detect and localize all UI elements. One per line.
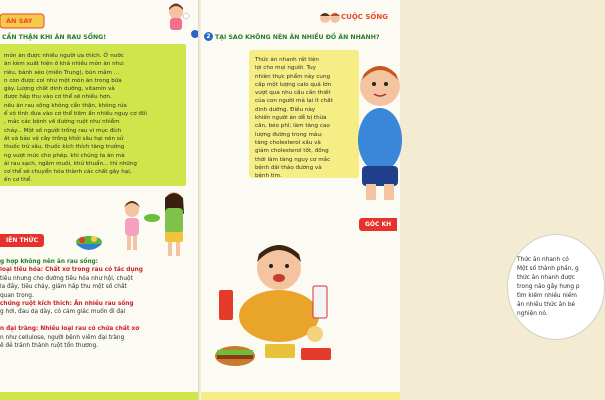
text-line: Thức ăn nhanh rất tiện <box>255 57 319 63</box>
text-line: Một số thành phần, g <box>517 266 579 272</box>
list-line: chứng ruột kích thích: Ăn nhiều rau sống <box>0 301 134 308</box>
list-line: ế đẻ tránh thành ruột tổn thương. <box>0 343 99 350</box>
knowledge-ribbon: IÊN THỨC <box>0 234 44 247</box>
left-page <box>0 0 200 400</box>
section-title: TẠI SAO KHÔNG NÊN ĂN NHIỀU ĐỒ ĂN NHANH? <box>215 34 380 41</box>
header-logo-text: CUỘC SỐNG <box>341 13 388 21</box>
text-line: ể vô tình đưa vào cơ thể tiềm ẩn nhiều nguy cơ đối <box>4 111 147 118</box>
text-line: nhiên thực phẩm này cung <box>255 73 331 80</box>
text-line: nếu ăn rau sống không cẩn thận, không rửa <box>4 102 127 109</box>
text-line: ải rau sạch, ngâm muối, khử khuẩn... thì những <box>4 160 137 167</box>
text-line: ến cơ thể. <box>4 177 32 184</box>
text-line: cân, béo phì; làm tăng cao <box>255 123 330 130</box>
salad-bowl-icon <box>74 232 104 254</box>
text-line: riêu, bánh xèo (miền Trung), bún mắm ... <box>4 69 120 76</box>
text-line: thuốc trừ sâu, thuốc kích thích tăng trưởng <box>4 144 125 151</box>
girl-eating-illustration <box>164 2 192 34</box>
text-line: nghiện nó. <box>517 311 548 317</box>
text-line: món ăn được nhiều người ưa thích. Ở nước <box>4 53 124 59</box>
list-line: g hợp không nên ăn rau sống: <box>0 259 98 265</box>
bottom-strip <box>201 392 400 400</box>
section-title: CẦN THẬN KHI ĂN RAU SỐNG! <box>2 34 107 41</box>
text-line: thời làm tăng nguy cơ mắc <box>255 156 331 163</box>
list-line <box>0 317 180 325</box>
list-line: g hơi, đau dạ dày, có cảm giác muốn đi đại <box>0 309 126 316</box>
text-line: bệnh tim. <box>255 173 282 180</box>
text-line: lượng đường trong máu; <box>255 131 323 138</box>
text-line: tìm kiếm nhiều niềm <box>517 293 577 299</box>
text-line: cấp một lượng calo quá lớn <box>255 81 332 88</box>
bubble-text <box>517 256 601 319</box>
right-page <box>201 0 580 400</box>
kids-faces-icon <box>319 8 341 28</box>
info-list <box>0 258 180 350</box>
text-line: trong não gây hưng p <box>517 284 580 290</box>
body-paragraph <box>4 52 180 185</box>
text-line: dinh dưỡng. Điều này <box>255 106 316 113</box>
header-logo-left <box>0 6 44 32</box>
list-line: tiêu nhưng cho đường tiêu hóa như hội, chuột <box>0 275 133 282</box>
bottom-strip <box>0 392 200 400</box>
text-line: ng vượt mức cho phép, khi chúng ta ăn mà <box>4 152 125 159</box>
text-line: của con người mà lại ít chất <box>255 98 333 105</box>
text-line: Thức ăn nhanh có <box>517 257 569 263</box>
boy-eating-fastfood-illustration <box>205 238 355 368</box>
list-line: la đầy, tiêu chảy, giảm hấp thu một số chất <box>0 284 127 291</box>
text-line: chảy... Một số người trồng rau vì mục đích <box>4 127 122 134</box>
list-line: n đại tràng: Nhiều loại rau có chứa chất xơ <box>0 326 140 333</box>
text-line: thức ăn nhanh được <box>517 275 575 281</box>
text-line: được hấp thu vào cơ thể sẽ nhiều hơn. <box>4 94 112 101</box>
list-line: loại tiêu hóa: Chất xơ trong rau có tác dụng <box>0 267 143 274</box>
text-line: gày. Lượng chất dinh dưỡng, vitamin và <box>4 86 115 93</box>
text-line: bệnh đái tháo đường và <box>255 164 322 171</box>
text-line: tăng cholesterol xấu và <box>255 139 321 146</box>
text-line: lợi cho mọi người. Tuy <box>255 65 316 72</box>
text-line: n còn được coi như một món ăn trong bữa <box>4 77 122 84</box>
text-line: ất và bảo vệ cây trồng khỏi sâu hại nên sử <box>4 135 124 142</box>
text-line: giảm cholesterol tốt, đồng <box>255 148 329 155</box>
text-line: cơ thể sẽ chuyển hóa thành các chất gây hại, <box>4 169 132 176</box>
header-logo-text: ÀN SAY <box>6 17 33 25</box>
text-line: khiến người ăn dễ bị thừa <box>255 115 327 122</box>
overweight-boy-illustration <box>356 62 400 202</box>
tips-ribbon: GÓC KH <box>359 218 397 231</box>
mother-daughter-salad-illustration <box>108 188 198 258</box>
body-paragraph <box>255 56 355 180</box>
text-line: vượt qua nhu cầu cần thiết <box>255 90 331 97</box>
header-logo-right <box>319 6 400 30</box>
section-number-badge: 2 <box>204 32 213 41</box>
text-line: , mắc các bệnh về đường ruột như nhiễm <box>4 119 120 126</box>
list-line: quan trọng. <box>0 292 34 299</box>
text-line: ăn kèm xuất hiện ở khá nhiều món ăn như: <box>4 61 125 68</box>
list-line: n như cellulose, người bệnh viêm đại tràng <box>0 334 125 341</box>
text-line: ăn nhiều thức ăn bé <box>517 302 576 308</box>
